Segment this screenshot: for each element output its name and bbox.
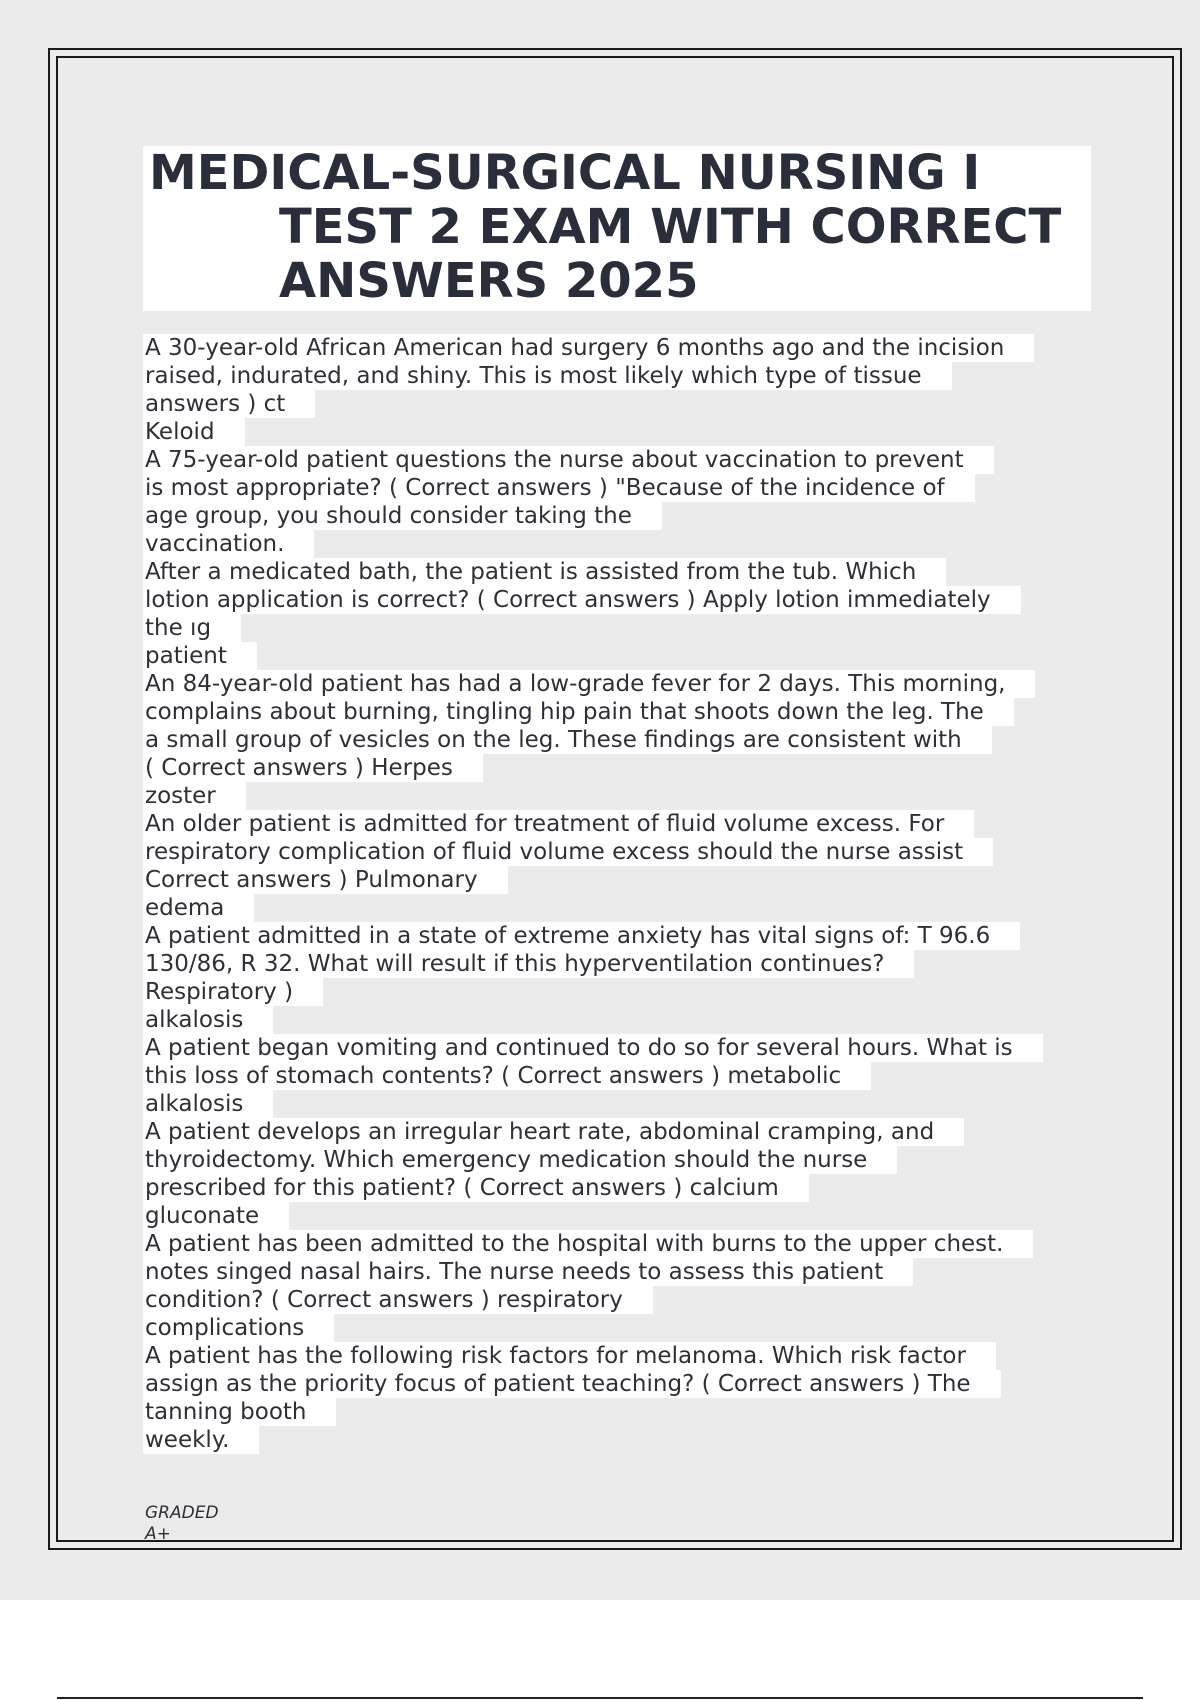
text-line	[145, 1146, 1105, 1174]
text-line	[145, 502, 1105, 530]
text-line-content: is most appropriate? ( Correct answers ) "Because of the incidence of	[143, 474, 975, 502]
text-line-content: alkalosis	[143, 1090, 273, 1118]
text-line-content: A patient has been admitted to the hospital with burns to the upper chest.	[143, 1230, 1033, 1258]
text-line-content: raised, indurated, and shiny. This is most likely which type of tissue	[143, 362, 952, 390]
text-line	[145, 978, 1105, 1006]
text-line-content: notes singed nasal hairs. The nurse needs to assess this patient	[143, 1258, 913, 1286]
text-line-content: respiratory complication of fluid volume excess should the nurse assist	[143, 838, 993, 866]
title-line-2: TEST 2 EXAM WITH CORRECT	[279, 199, 1062, 255]
text-line	[145, 670, 1105, 698]
text-line	[145, 754, 1105, 782]
text-line-content: patient	[143, 642, 257, 670]
text-line-content: Keloid	[143, 418, 245, 446]
text-line	[145, 1230, 1105, 1258]
text-line-content: answers ) ct	[143, 390, 315, 418]
text-line-content: A patient has the following risk factors for melanoma. Which risk factor	[143, 1342, 996, 1370]
graded-label: GRADED	[145, 1503, 219, 1523]
text-line-content: condition? ( Correct answers ) respiratory	[143, 1286, 653, 1314]
text-line	[145, 950, 1105, 978]
text-line	[145, 782, 1105, 810]
text-line	[145, 530, 1105, 558]
text-line	[145, 1062, 1105, 1090]
text-line-content: lotion application is correct? ( Correct answers ) Apply lotion immediately	[143, 586, 1021, 614]
text-line-content: A patient began vomiting and continued to do so for several hours. What is	[143, 1034, 1043, 1062]
text-line-content: a small group of vesicles on the leg. These findings are consistent with	[143, 726, 992, 754]
text-line-content: An 84-year-old patient has had a low-grade fever for 2 days. This morning,	[143, 670, 1035, 698]
text-line	[145, 558, 1105, 586]
text-line-content: A patient admitted in a state of extreme anxiety has vital signs of: T 96.6	[143, 922, 1020, 950]
text-line	[145, 1006, 1105, 1034]
bottom-rule	[57, 1697, 1143, 1699]
text-line-content: gluconate	[143, 1202, 289, 1230]
text-line-content: prescribed for this patient? ( Correct answers ) calcium	[143, 1174, 809, 1202]
text-line	[145, 810, 1105, 838]
text-line-content: vaccination.	[143, 530, 314, 558]
text-line	[145, 474, 1105, 502]
text-line-content: A 75-year-old patient questions the nurse about vaccination to prevent	[143, 446, 994, 474]
graded-stamp	[145, 1503, 219, 1545]
text-line	[145, 614, 1105, 642]
text-line	[145, 894, 1105, 922]
text-line	[145, 362, 1105, 390]
text-line	[145, 1286, 1105, 1314]
text-line	[145, 446, 1105, 474]
text-line-content: An older patient is admitted for treatment of fluid volume excess. For	[143, 810, 974, 838]
text-line	[145, 698, 1105, 726]
text-line	[145, 1174, 1105, 1202]
text-line	[145, 922, 1105, 950]
text-line-content: complications	[143, 1314, 334, 1342]
text-line	[145, 642, 1105, 670]
text-line-content: age group, you should consider taking the	[143, 502, 662, 530]
text-line	[145, 1090, 1105, 1118]
text-line	[145, 334, 1105, 362]
text-line-content: ( Correct answers ) Herpes	[143, 754, 483, 782]
text-line-content: assign as the priority focus of patient teaching? ( Correct answers ) The	[143, 1370, 1001, 1398]
text-line	[145, 1258, 1105, 1286]
grade-value: A+	[145, 1524, 171, 1544]
text-line-content: edema	[143, 894, 254, 922]
text-line-content: 130/86, R 32. What will result if this hyperventilation continues?	[143, 950, 914, 978]
text-line-content: After a medicated bath, the patient is assisted from the tub. Which	[143, 558, 946, 586]
text-line	[145, 1314, 1105, 1342]
text-line-content: weekly.	[143, 1426, 259, 1454]
text-line-content: alkalosis	[143, 1006, 273, 1034]
text-line	[145, 390, 1105, 418]
title-line-3: ANSWERS 2025	[279, 253, 699, 309]
text-line-content: zoster	[143, 782, 246, 810]
text-line	[145, 726, 1105, 754]
text-line-content: A 30-year-old African American had surgery 6 months ago and the incision	[143, 334, 1034, 362]
text-line-content: the ıg	[143, 614, 241, 642]
text-line	[145, 1202, 1105, 1230]
text-line	[145, 586, 1105, 614]
text-line-content: A patient develops an irregular heart rate, abdominal cramping, and	[143, 1118, 964, 1146]
text-line-content: thyroidectomy. Which emergency medication should the nurse	[143, 1146, 897, 1174]
text-line	[145, 1118, 1105, 1146]
title-line-1: MEDICAL-SURGICAL NURSING I	[149, 145, 981, 201]
question-answer-text	[145, 334, 1105, 1454]
text-line-content: Respiratory )	[143, 978, 323, 1006]
text-line	[145, 838, 1105, 866]
text-line	[145, 418, 1105, 446]
text-line-content: tanning booth	[143, 1398, 336, 1426]
text-line	[145, 1398, 1105, 1426]
text-line	[145, 1370, 1105, 1398]
text-line	[145, 1426, 1105, 1454]
text-line	[145, 1034, 1105, 1062]
text-line	[145, 866, 1105, 894]
text-line	[145, 1342, 1105, 1370]
text-line-content: this loss of stomach contents? ( Correct answers ) metabolic	[143, 1062, 871, 1090]
text-line-content: complains about burning, tingling hip pain that shoots down the leg. The	[143, 698, 1014, 726]
text-line-content: Correct answers ) Pulmonary	[143, 866, 508, 894]
title-block	[143, 146, 1091, 311]
